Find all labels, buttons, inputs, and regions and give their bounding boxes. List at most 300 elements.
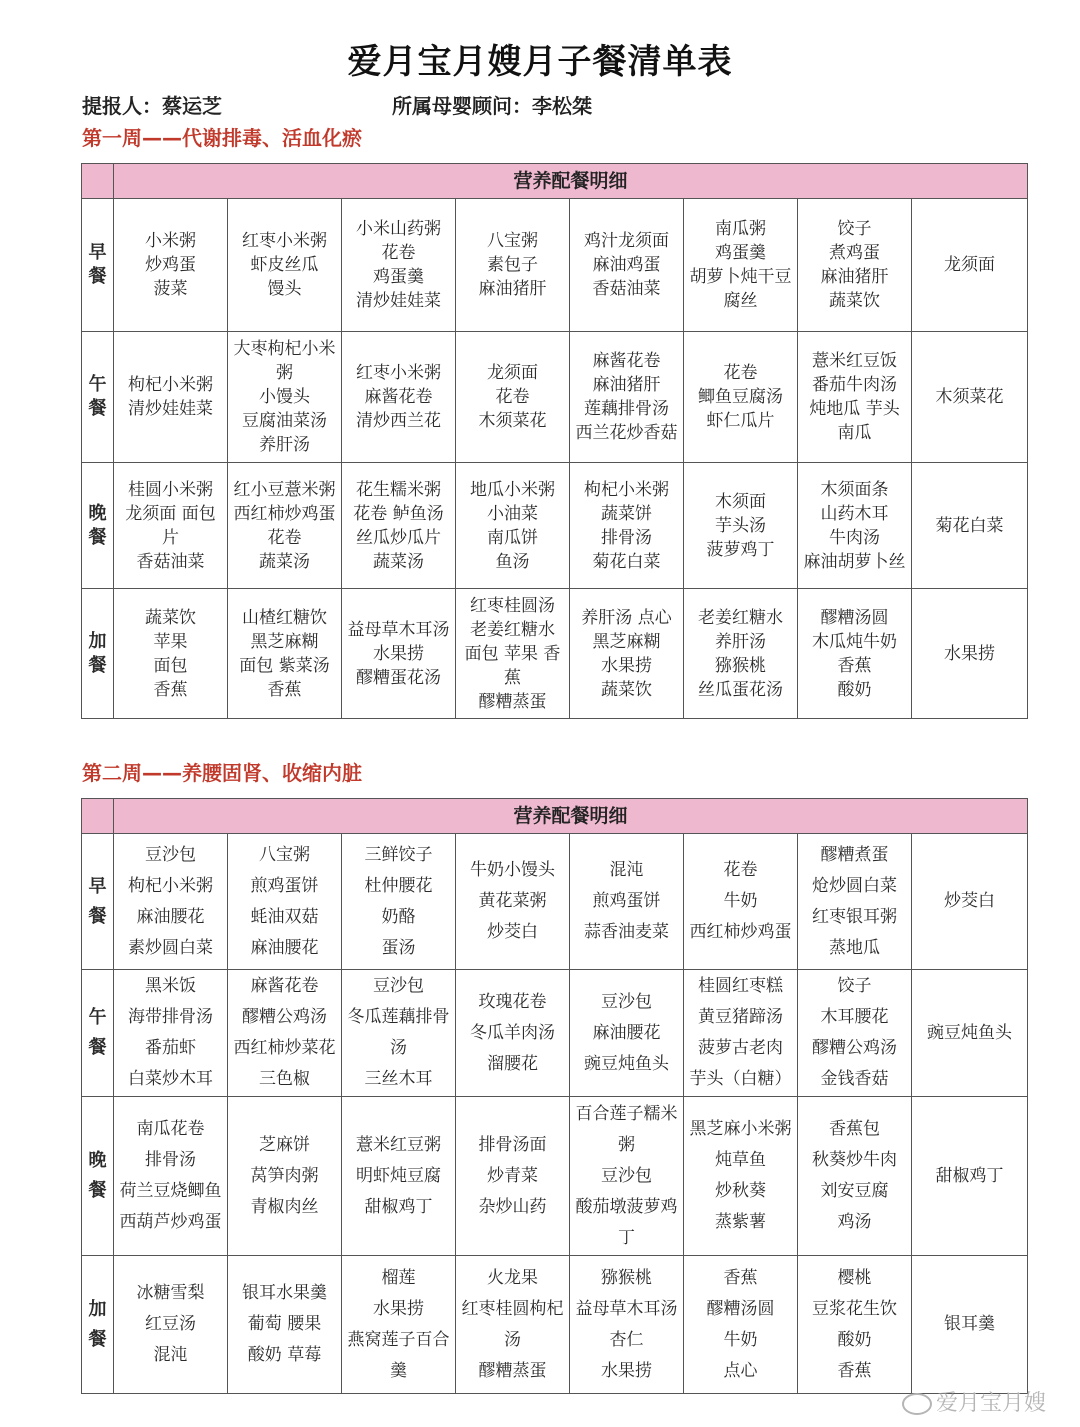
menu-item: 龙须面 (944, 255, 995, 275)
menu-item: 片 (162, 527, 179, 548)
menu-item: 银耳水果羹 (242, 1283, 327, 1303)
menu-item: 黑芝麻糊 (592, 631, 661, 652)
menu-cell (342, 199, 456, 332)
meal-label-char: 午 (88, 374, 107, 395)
menu-cell (570, 1097, 684, 1256)
meal-label-char: 餐 (88, 1328, 107, 1350)
menu-cell (114, 1256, 228, 1394)
menu-item: 麻酱花卷 (250, 976, 319, 996)
menu-item: 海带排骨汤 (128, 1007, 213, 1027)
menu-item: 黄豆猪蹄汤 (698, 1007, 783, 1027)
menu-item: 鸡汁龙须面 (584, 231, 669, 251)
meal-row (82, 1256, 1028, 1394)
menu-cell (456, 463, 570, 589)
menu-cell (798, 463, 912, 589)
menu-item: 酸奶 (837, 679, 872, 700)
menu-item: 醪糟蒸蛋 (478, 691, 547, 712)
menu-item: 木须菜花 (478, 411, 547, 431)
watermark-text: 爱月宝月嫂 (935, 1391, 1046, 1416)
menu-cell (456, 834, 570, 970)
menu-item: 甜椒鸡丁 (364, 1196, 433, 1217)
menu-item: 麻油腰花 (592, 1022, 661, 1043)
menu-cell (456, 332, 570, 463)
meal-row (82, 463, 1028, 589)
menu-item: 秋葵炒牛肉 (812, 1150, 897, 1170)
menu-item: 牛奶 (723, 891, 758, 911)
menu-cell (798, 834, 912, 970)
menu-item: 素炒圆白菜 (128, 937, 213, 958)
menu-item: 玫瑰花卷 (478, 991, 547, 1012)
table-corner (82, 164, 114, 199)
menu-item: 排骨汤面 (478, 1134, 547, 1155)
menu-item: 奶酪 (381, 906, 416, 927)
menu-item: 面包 苹果 香 (464, 643, 561, 664)
menu-item: 麻油猪肝 (820, 267, 889, 287)
menu-item: 麻油腰花 (136, 906, 205, 927)
menu-item: 金钱香菇 (820, 1069, 889, 1089)
meal-row-label (82, 332, 114, 463)
meal-row-label (82, 970, 114, 1097)
table-corner (82, 799, 114, 834)
menu-item: 西红柿炒鸡蛋 (689, 922, 792, 942)
meal-label-char: 加 (88, 1298, 107, 1320)
menu-item: 菠菜 (153, 279, 188, 299)
menu-item: 麻油腰花 (250, 937, 319, 958)
menu-item: 南瓜粥 (715, 219, 766, 239)
menu-item: 养肝汤 点心 (581, 607, 672, 628)
menu-item: 黑米饭 (145, 976, 196, 996)
menu-cell (570, 834, 684, 970)
menu-item: 桂圆红枣糕 (698, 976, 783, 996)
menu-item: 杜仲腰花 (364, 875, 433, 896)
meal-label-char: 餐 (88, 266, 107, 287)
menu-item: 红枣小米粥 (242, 231, 327, 251)
menu-item: 牛奶 (723, 1329, 758, 1350)
menu-cell (798, 589, 912, 719)
menu-cell (684, 199, 798, 332)
menu-item: 红枣小米粥 (356, 363, 441, 383)
menu-item: 大枣枸杞小米 (233, 339, 336, 359)
meal-row-label (82, 834, 114, 970)
menu-item: 小米山药粥 (356, 219, 441, 239)
menu-item: 菊花白菜 (592, 551, 661, 572)
menu-item: 水果捞 (601, 1360, 652, 1381)
menu-item: 龙须面 (487, 363, 538, 383)
menu-cell (114, 1097, 228, 1256)
menu-cell (684, 1256, 798, 1394)
menu-item: 混沌 (153, 1345, 188, 1365)
menu-item: 燕窝莲子百合 (347, 1329, 450, 1350)
menu-item: 木须面 (715, 491, 766, 512)
menu-item: 木须面条 (820, 479, 889, 500)
meal-row (82, 589, 1028, 719)
menu-cell (912, 332, 1028, 463)
menu-item: 樱桃 (837, 1267, 872, 1288)
menu-item: 老姜红糖水 (470, 619, 555, 640)
meal-row (82, 1097, 1028, 1256)
menu-cell (684, 1097, 798, 1256)
menu-item: 八宝粥 (259, 844, 310, 865)
menu-item: 鸡蛋羹 (373, 267, 424, 287)
menu-item: 红枣银耳粥 (812, 906, 897, 927)
menu-item: 芋头汤 (715, 515, 766, 536)
menu-cell (456, 1256, 570, 1394)
menu-item: 明虾炖豆腐 (356, 1165, 441, 1186)
menu-item: 南瓜花卷 (136, 1119, 205, 1139)
menu-item: 汤 (504, 1329, 521, 1350)
weibo-icon (902, 1393, 932, 1415)
table-header: 营养配餐明细 (114, 799, 1028, 834)
menu-item: 炒秋葵 (715, 1181, 766, 1201)
menu-item: 面包 紫菜汤 (239, 655, 330, 676)
menu-item: 杏仁 (609, 1329, 644, 1350)
menu-item: 炖草鱼 (715, 1150, 766, 1170)
menu-item: 腐丝 (723, 291, 758, 311)
menu-cell (684, 834, 798, 970)
page-title: 爱月宝月嫂月子餐清单表 (347, 42, 733, 82)
menu-item: 溜腰花 (487, 1053, 538, 1074)
menu-item: 牛奶小馒头 (470, 860, 555, 880)
menu-item: 花卷 鲈鱼汤 (353, 503, 444, 524)
menu-item: 蔬菜饮 (829, 291, 880, 311)
menu-cell (798, 199, 912, 332)
menu-item: 芋头（白糖） (689, 1069, 792, 1089)
menu-item: 鱼汤 (495, 551, 530, 572)
menu-item: 西兰花炒香菇 (575, 423, 678, 443)
meal-label-char: 加 (88, 630, 107, 652)
meal-row-label (82, 1256, 114, 1394)
menu-cell (912, 589, 1028, 719)
menu-item: 红豆汤 (145, 1314, 196, 1334)
menu-item: 醪糟公鸡汤 (812, 1038, 897, 1058)
menu-item: 醪糟汤圆 (706, 1298, 775, 1319)
menu-item: 清炒西兰花 (356, 411, 441, 431)
menu-item: 粥 (276, 363, 293, 383)
menu-cell (114, 332, 228, 463)
menu-item: 混沌 (609, 860, 644, 880)
menu-cell (684, 332, 798, 463)
menu-item: 豆浆花生饮 (812, 1298, 897, 1319)
menu-item: 蕉 (504, 667, 521, 688)
menu-cell (912, 199, 1028, 332)
menu-item: 豆沙包 (145, 844, 196, 865)
menu-item: 西红柿炒鸡蛋 (233, 503, 336, 524)
menu-item: 蚝油双菇 (250, 906, 319, 927)
menu-item: 木耳腰花 (820, 1007, 889, 1027)
menu-item: 豌豆炖鱼头 (927, 1022, 1012, 1043)
menu-item: 银耳羹 (944, 1314, 995, 1334)
menu-item: 枸杞小米粥 (584, 479, 669, 500)
menu-item: 百合莲子糯米 (575, 1103, 678, 1124)
menu-item: 薏米红豆饭 (812, 351, 897, 371)
menu-item: 豆沙包 (601, 1165, 652, 1186)
menu-item: 花卷 (267, 527, 302, 548)
menu-cell (228, 1256, 342, 1394)
menu-item: 饺子 (837, 219, 872, 239)
menu-item: 麻油猪肝 (592, 375, 661, 395)
menu-item: 胡萝卜炖干豆 (689, 267, 792, 287)
menu-cell (228, 199, 342, 332)
menu-cell (342, 1097, 456, 1256)
menu-item: 南瓜 (837, 423, 872, 443)
week-2-title: 第二周——养腰固肾、收缩内脏 (82, 761, 362, 785)
menu-item: 醪糟蒸蛋 (478, 1360, 547, 1381)
menu-item: 水果捞 (944, 643, 995, 664)
menu-item: 醪糟汤圆 (820, 607, 889, 628)
menu-item: 红枣桂圆枸杞 (461, 1298, 564, 1319)
menu-item: 馒头 (267, 279, 302, 299)
menu-item: 炒茭白 (944, 891, 995, 911)
week-1-title: 第一周——代谢排毒、活血化瘀 (82, 126, 362, 150)
menu-cell (114, 199, 228, 332)
menu-item: 素包子 (487, 255, 538, 275)
table-header: 营养配餐明细 (114, 164, 1028, 199)
menu-item: 鸡汤 (837, 1212, 872, 1232)
menu-item: 花卷 (723, 363, 758, 383)
menu-item: 水果捞 (601, 655, 652, 676)
menu-cell (684, 463, 798, 589)
meal-label-char: 餐 (88, 905, 107, 927)
menu-cell (912, 463, 1028, 589)
menu-cell (570, 589, 684, 719)
menu-item: 丝瓜蛋花汤 (698, 679, 783, 700)
menu-item: 豆沙包 (601, 991, 652, 1012)
menu-item: 花卷 (723, 860, 758, 880)
menu-cell (912, 970, 1028, 1097)
menu-item: 炝炒圆白菜 (812, 875, 897, 896)
menu-item: 西红柿炒菜花 (233, 1038, 336, 1058)
menu-cell (342, 970, 456, 1097)
menu-cell (570, 970, 684, 1097)
menu-item: 豆腐油菜汤 (242, 411, 327, 431)
menu-item: 枸杞小米粥 (128, 375, 213, 395)
meal-label-char: 餐 (88, 654, 107, 676)
menu-cell (228, 332, 342, 463)
menu-item: 猕猴桃 (715, 655, 766, 676)
reporter-label: 提报人：蔡运芝 (82, 94, 222, 118)
menu-item: 香蕉 (267, 679, 302, 700)
menu-item: 煎鸡蛋饼 (250, 875, 319, 896)
menu-item: 香菇油菜 (592, 279, 661, 299)
meal-row (82, 834, 1028, 970)
menu-item: 木须菜花 (935, 387, 1004, 407)
menu-cell (798, 1256, 912, 1394)
menu-item: 薏米红豆粥 (356, 1134, 441, 1155)
menu-item: 红小豆薏米粥 (233, 479, 336, 500)
menu-item: 养肝汤 (715, 631, 766, 652)
menu-item: 龙须面 面包 (125, 503, 216, 524)
menu-item: 八宝粥 (487, 231, 538, 251)
menu-item: 三丝木耳 (364, 1069, 433, 1089)
menu-item: 汤 (390, 1038, 407, 1058)
menu-cell (912, 834, 1028, 970)
advisor-label: 所属母婴顾问：李松桀 (392, 94, 592, 118)
menu-item: 蛋汤 (381, 937, 416, 958)
week-2-meal-table (81, 798, 1028, 1394)
menu-item: 炒青菜 (487, 1165, 538, 1186)
menu-cell (570, 199, 684, 332)
menu-item: 山药木耳 (820, 503, 889, 524)
menu-item: 冬瓜羊肉汤 (470, 1022, 555, 1043)
menu-item: 菠萝古老肉 (698, 1038, 783, 1058)
menu-item: 红枣桂圆汤 (470, 595, 555, 616)
menu-cell (342, 1256, 456, 1394)
menu-item: 牛肉汤 (829, 527, 880, 548)
menu-item: 清炒娃娃菜 (128, 399, 213, 419)
menu-item: 火龙果 (487, 1267, 538, 1288)
meal-label-char: 餐 (88, 398, 107, 419)
menu-item: 三鲜饺子 (364, 844, 433, 865)
menu-item: 蒸紫薯 (715, 1212, 766, 1232)
menu-item: 排骨汤 (145, 1150, 196, 1170)
menu-item: 山楂红糖饮 (242, 607, 327, 628)
menu-item: 莲藕排骨汤 (584, 399, 669, 419)
menu-item: 菠萝鸡丁 (706, 539, 775, 560)
menu-item: 麻油猪肝 (478, 279, 547, 299)
meal-label-char: 餐 (88, 1180, 107, 1201)
menu-item: 面包 (153, 655, 188, 676)
meal-row (82, 970, 1028, 1097)
menu-item: 香蕉 (837, 655, 872, 676)
meal-label-char: 餐 (88, 1037, 107, 1058)
menu-cell (912, 1256, 1028, 1394)
menu-item: 青椒肉丝 (250, 1196, 319, 1217)
menu-cell (228, 463, 342, 589)
menu-item: 莴笋肉粥 (250, 1165, 319, 1186)
menu-cell (570, 463, 684, 589)
menu-item: 炒鸡蛋 (145, 255, 196, 275)
menu-item: 麻油胡萝卜丝 (803, 551, 906, 572)
menu-cell (570, 1256, 684, 1394)
menu-cell (228, 834, 342, 970)
menu-cell (798, 970, 912, 1097)
menu-item: 鸡蛋羹 (715, 243, 766, 263)
menu-item: 豌豆炖鱼头 (584, 1053, 669, 1074)
meal-row-label (82, 1097, 114, 1256)
menu-item: 葡萄 腰果 (247, 1314, 322, 1334)
menu-item: 榴莲 (381, 1267, 416, 1288)
menu-item: 地瓜小米粥 (470, 479, 555, 500)
meal-row-label (82, 589, 114, 719)
meal-label-char: 午 (88, 1007, 107, 1028)
menu-cell (228, 589, 342, 719)
menu-cell (114, 463, 228, 589)
menu-item: 香菇油菜 (136, 551, 205, 572)
menu-cell (342, 463, 456, 589)
meal-label-char: 晚 (88, 1150, 107, 1171)
menu-item: 枸杞小米粥 (128, 875, 213, 896)
watermark (902, 1386, 1046, 1417)
meal-row (82, 199, 1028, 332)
menu-item: 水果捞 (373, 643, 424, 664)
menu-item: 饺子 (837, 976, 872, 996)
menu-cell (684, 589, 798, 719)
menu-item: 老姜红糖水 (698, 607, 783, 628)
menu-item: 黑芝麻小米粥 (689, 1119, 792, 1139)
menu-cell (684, 970, 798, 1097)
menu-item: 猕猴桃 (601, 1267, 652, 1288)
menu-cell (114, 589, 228, 719)
menu-item: 益母草木耳汤 (347, 619, 450, 640)
menu-item: 番茄牛肉汤 (812, 375, 897, 395)
menu-cell (570, 332, 684, 463)
menu-item: 醪糟蛋花汤 (356, 667, 441, 688)
menu-item: 蔬菜汤 (373, 551, 424, 572)
menu-item: 醪糟公鸡汤 (242, 1007, 327, 1027)
menu-cell (798, 1097, 912, 1256)
menu-item: 甜椒鸡丁 (935, 1165, 1004, 1186)
menu-item: 三色椒 (259, 1069, 310, 1089)
menu-item: 番茄虾 (145, 1038, 196, 1058)
menu-item: 杂炒山药 (478, 1196, 547, 1217)
menu-item: 羹 (390, 1360, 407, 1381)
menu-cell (456, 199, 570, 332)
menu-item: 西葫芦炒鸡蛋 (119, 1212, 222, 1232)
menu-item: 煎鸡蛋饼 (592, 891, 661, 911)
meal-row-label (82, 199, 114, 332)
menu-item: 点心 (723, 1360, 758, 1381)
menu-item: 荷兰豆烧鲫鱼 (119, 1181, 222, 1201)
menu-item: 花卷 (381, 243, 416, 263)
menu-item: 刘安豆腐 (820, 1181, 889, 1201)
menu-item: 花卷 (495, 387, 530, 407)
menu-item: 蔬菜饮 (145, 607, 196, 628)
menu-cell (114, 834, 228, 970)
menu-item: 虾仁瓜片 (706, 411, 775, 431)
menu-item: 麻酱花卷 (364, 387, 433, 407)
menu-item: 酸奶 草莓 (247, 1345, 322, 1365)
meal-label-char: 晚 (88, 502, 107, 524)
menu-item: 芝麻饼 (259, 1134, 310, 1155)
meal-label-char: 早 (88, 875, 107, 897)
menu-item: 蔬菜饮 (601, 679, 652, 700)
menu-cell (342, 589, 456, 719)
menu-item: 养肝汤 (259, 435, 310, 455)
menu-item: 炖地瓜 芋头 (809, 399, 900, 419)
menu-item: 醪糟煮蛋 (820, 844, 889, 865)
menu-item: 小油菜 (487, 503, 538, 524)
menu-item: 木瓜炖牛奶 (812, 631, 897, 652)
menu-cell (342, 332, 456, 463)
menu-item: 菊花白菜 (935, 515, 1004, 536)
menu-item: 蔬菜汤 (259, 551, 310, 572)
menu-item: 排骨汤 (601, 527, 652, 548)
menu-cell (228, 970, 342, 1097)
menu-item: 花生糯米粥 (356, 479, 441, 500)
menu-item: 蒸地瓜 (829, 937, 880, 958)
meal-row-label (82, 463, 114, 589)
menu-cell (456, 970, 570, 1097)
menu-cell (798, 332, 912, 463)
menu-item: 香蕉 (723, 1267, 758, 1288)
menu-item: 酸茄墩菠萝鸡 (575, 1196, 678, 1217)
menu-item: 水果捞 (373, 1298, 424, 1319)
menu-item: 炒茭白 (487, 922, 538, 942)
menu-cell (228, 1097, 342, 1256)
meal-label-char: 餐 (88, 526, 107, 548)
menu-cell (456, 589, 570, 719)
menu-item: 冬瓜莲藕排骨 (347, 1007, 450, 1027)
menu-item: 香蕉包 (829, 1119, 880, 1139)
menu-item: 麻酱花卷 (592, 351, 661, 371)
menu-item: 清炒娃娃菜 (356, 291, 441, 311)
menu-item: 煮鸡蛋 (829, 243, 880, 263)
menu-item: 豆沙包 (373, 976, 424, 996)
menu-item: 小米粥 (145, 231, 196, 251)
menu-cell (342, 834, 456, 970)
menu-item: 冰糖雪梨 (136, 1283, 205, 1303)
menu-item: 黄花菜粥 (478, 891, 547, 911)
